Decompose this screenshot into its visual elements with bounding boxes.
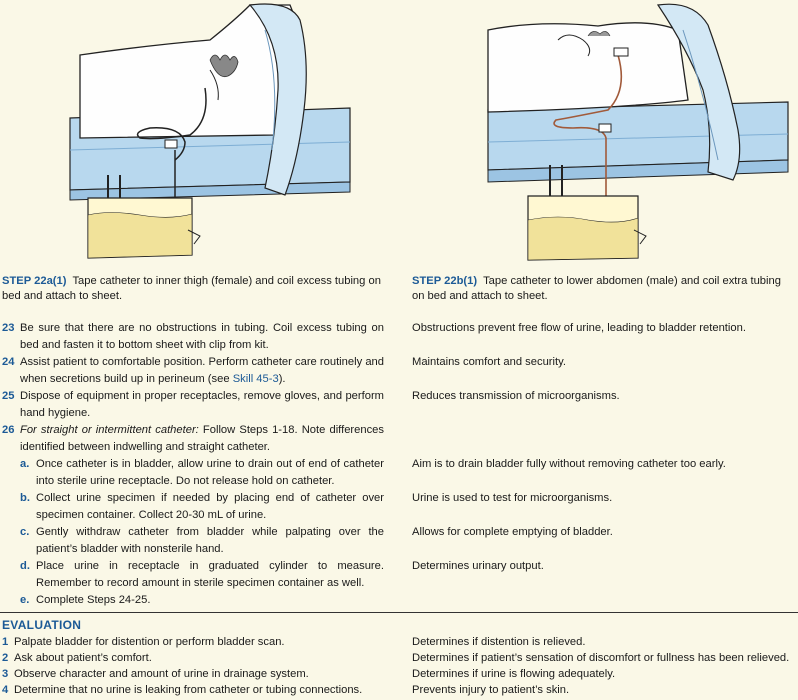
step-text (20, 354, 384, 388)
figure-caption-left (2, 274, 384, 304)
evaluation-number: 4 (2, 684, 9, 696)
step-text-part: Follow Steps 1-18. Note differences identified between indwelling and straight catheter. (20, 424, 384, 453)
male-catheter-illustration (478, 0, 798, 262)
substep-text: Once catheter is in bladder, allow urine to drain out of end of catheter into sterile urine receptacle. Do not release hold on catheter. (36, 458, 384, 487)
substep-text: Gently withdraw catheter from bladder while palpating over the patient’s bladder with nonsterile hand. (36, 526, 384, 555)
evaluation-rationale: Determines if distention is relieved. (412, 636, 586, 648)
evaluation-rationale: Determines if patient’s sensation of discomfort or fullness has been relieved. (412, 652, 790, 664)
substep-text: Collect urine specimen if needed by placing end of catheter over specimen container. Collect 20-30 mL of urine. (36, 492, 384, 521)
evaluation-number: 2 (2, 652, 9, 664)
substep-rationale: Urine is used to test for microorganisms. (412, 492, 613, 504)
step-rationale: Obstructions prevent free flow of urine, leading to bladder retention. (412, 322, 746, 334)
step-text: Dispose of equipment in proper receptacles, remove gloves, and perform hand hygiene. (20, 390, 384, 419)
substep-text: Complete Steps 24-25. (36, 594, 151, 606)
step-text-part: ). (278, 373, 286, 385)
step-italic-text: For straight or intermittent catheter: (20, 424, 199, 436)
step-number: 24 (2, 356, 15, 368)
step-text-part: Assist patient to comfortable position. Perform catheter care routinely and when secretions build up in perineum (see (20, 356, 384, 385)
caption-step-label: STEP 22b(1) (412, 275, 478, 287)
evaluation-text: Determine that no urine is leaking from catheter or tubing connections. (14, 684, 363, 696)
evaluation-text: Ask about patient’s comfort. (14, 652, 152, 664)
female-catheter-illustration (60, 0, 360, 262)
step-number: 25 (2, 390, 15, 402)
substep-letter: a. (20, 458, 30, 470)
substep-rationale: Aim is to drain bladder fully without removing catheter too early. (412, 458, 726, 470)
step-text: Be sure that there are no obstructions in tubing. Coil excess tubing on bed and fasten it to bottom sheet with clip from kit. (20, 322, 384, 351)
figure-caption-right (412, 274, 796, 304)
evaluation-heading: EVALUATION (2, 618, 82, 632)
evaluation-rationale: Prevents injury to patient’s skin. (412, 684, 570, 696)
substep-letter: e. (20, 594, 30, 606)
substep-letter: d. (20, 560, 30, 572)
substep-rationale: Determines urinary output. (412, 560, 544, 572)
step-text (20, 422, 384, 456)
skill-link[interactable]: Skill 45-3 (232, 373, 279, 385)
evaluation-text: Palpate bladder for distention or perform bladder scan. (14, 636, 285, 648)
caption-step-label: STEP 22a(1) (2, 275, 67, 287)
evaluation-rationale: Determines if urine is flowing adequately. (412, 668, 616, 680)
section-divider (0, 612, 798, 613)
step-number: 23 (2, 322, 15, 334)
substep-rationale: Allows for complete emptying of bladder. (412, 526, 613, 538)
caption-text: Tape catheter to lower abdomen (male) and coil extra tubing on bed and attach to sheet. (412, 275, 781, 302)
evaluation-text: Observe character and amount of urine in drainage system. (14, 668, 309, 680)
evaluation-number: 3 (2, 668, 9, 680)
substep-letter: c. (20, 526, 30, 538)
substep-letter: b. (20, 492, 30, 504)
evaluation-number: 1 (2, 636, 9, 648)
caption-text: Tape catheter to inner thigh (female) and coil excess tubing on bed and attach to sheet. (2, 275, 381, 302)
step-number: 26 (2, 424, 15, 436)
step-rationale: Reduces transmission of microorganisms. (412, 390, 620, 402)
step-rationale: Maintains comfort and security. (412, 356, 566, 368)
substep-text: Place urine in receptacle in graduated cylinder to measure. Remember to record amount in sterile specimen container as well. (36, 560, 384, 589)
